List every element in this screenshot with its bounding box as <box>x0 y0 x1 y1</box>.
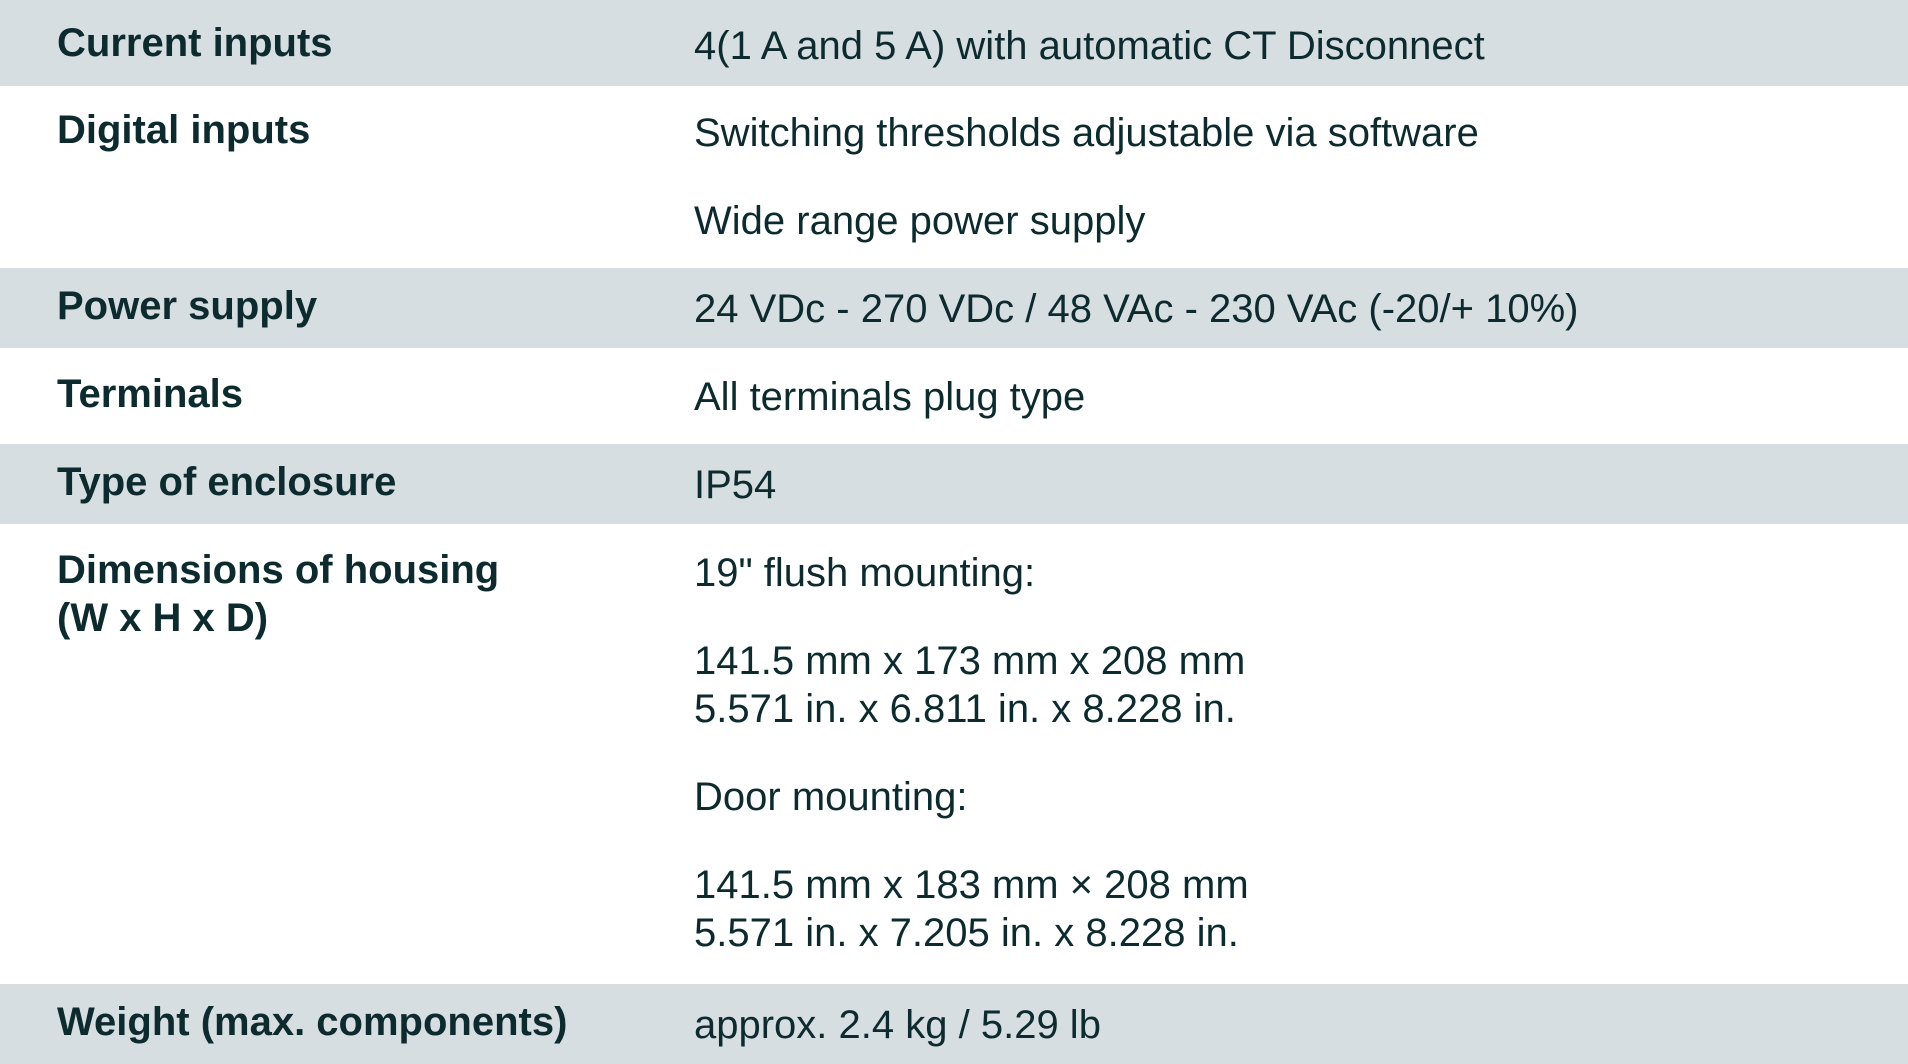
spec-row-terminals <box>0 348 1908 444</box>
spec-label: Weight (max. components) <box>57 1000 568 1044</box>
spec-value: approx. 2.4 kg / 5.29 lb <box>694 1003 1101 1047</box>
spec-row-weight <box>0 984 1908 1064</box>
spec-row-power-supply <box>0 268 1908 348</box>
spec-value: 141.5 mm x 183 mm × 208 mm <box>694 863 1249 907</box>
spec-label: (W x H x D) <box>57 596 269 640</box>
spec-label: Terminals <box>57 372 243 416</box>
spec-value: IP54 <box>694 463 777 507</box>
spec-label: Digital inputs <box>57 108 311 152</box>
spec-label: Power supply <box>57 284 318 328</box>
spec-value: 19" flush mounting: <box>694 551 1036 595</box>
spec-row-type-of-enclosure <box>0 444 1908 524</box>
spec-value: Door mounting: <box>694 775 968 819</box>
spec-value: 141.5 mm x 173 mm x 208 mm <box>694 639 1246 683</box>
spec-label: Type of enclosure <box>57 460 397 504</box>
spec-value: Wide range power supply <box>694 199 1146 243</box>
spec-value: Switching thresholds adjustable via software <box>694 111 1479 155</box>
spec-row-current-inputs <box>0 0 1908 86</box>
spec-value: 24 VDc - 270 VDc / 48 VAc - 230 VAc (-20/+ 10%) <box>694 287 1579 331</box>
spec-row-digital-inputs <box>0 86 1908 268</box>
spec-label: Dimensions of housing <box>57 548 500 592</box>
spec-value: All terminals plug type <box>694 375 1086 419</box>
spec-value: 5.571 in. x 7.205 in. x 8.228 in. <box>694 911 1239 955</box>
spec-value: 4(1 A and 5 A) with automatic CT Disconnect <box>694 24 1485 68</box>
spec-label: Current inputs <box>57 21 333 65</box>
spec-value: 5.571 in. x 6.811 in. x 8.228 in. <box>694 687 1236 731</box>
spec-row-dimensions-of-housing <box>0 524 1908 984</box>
